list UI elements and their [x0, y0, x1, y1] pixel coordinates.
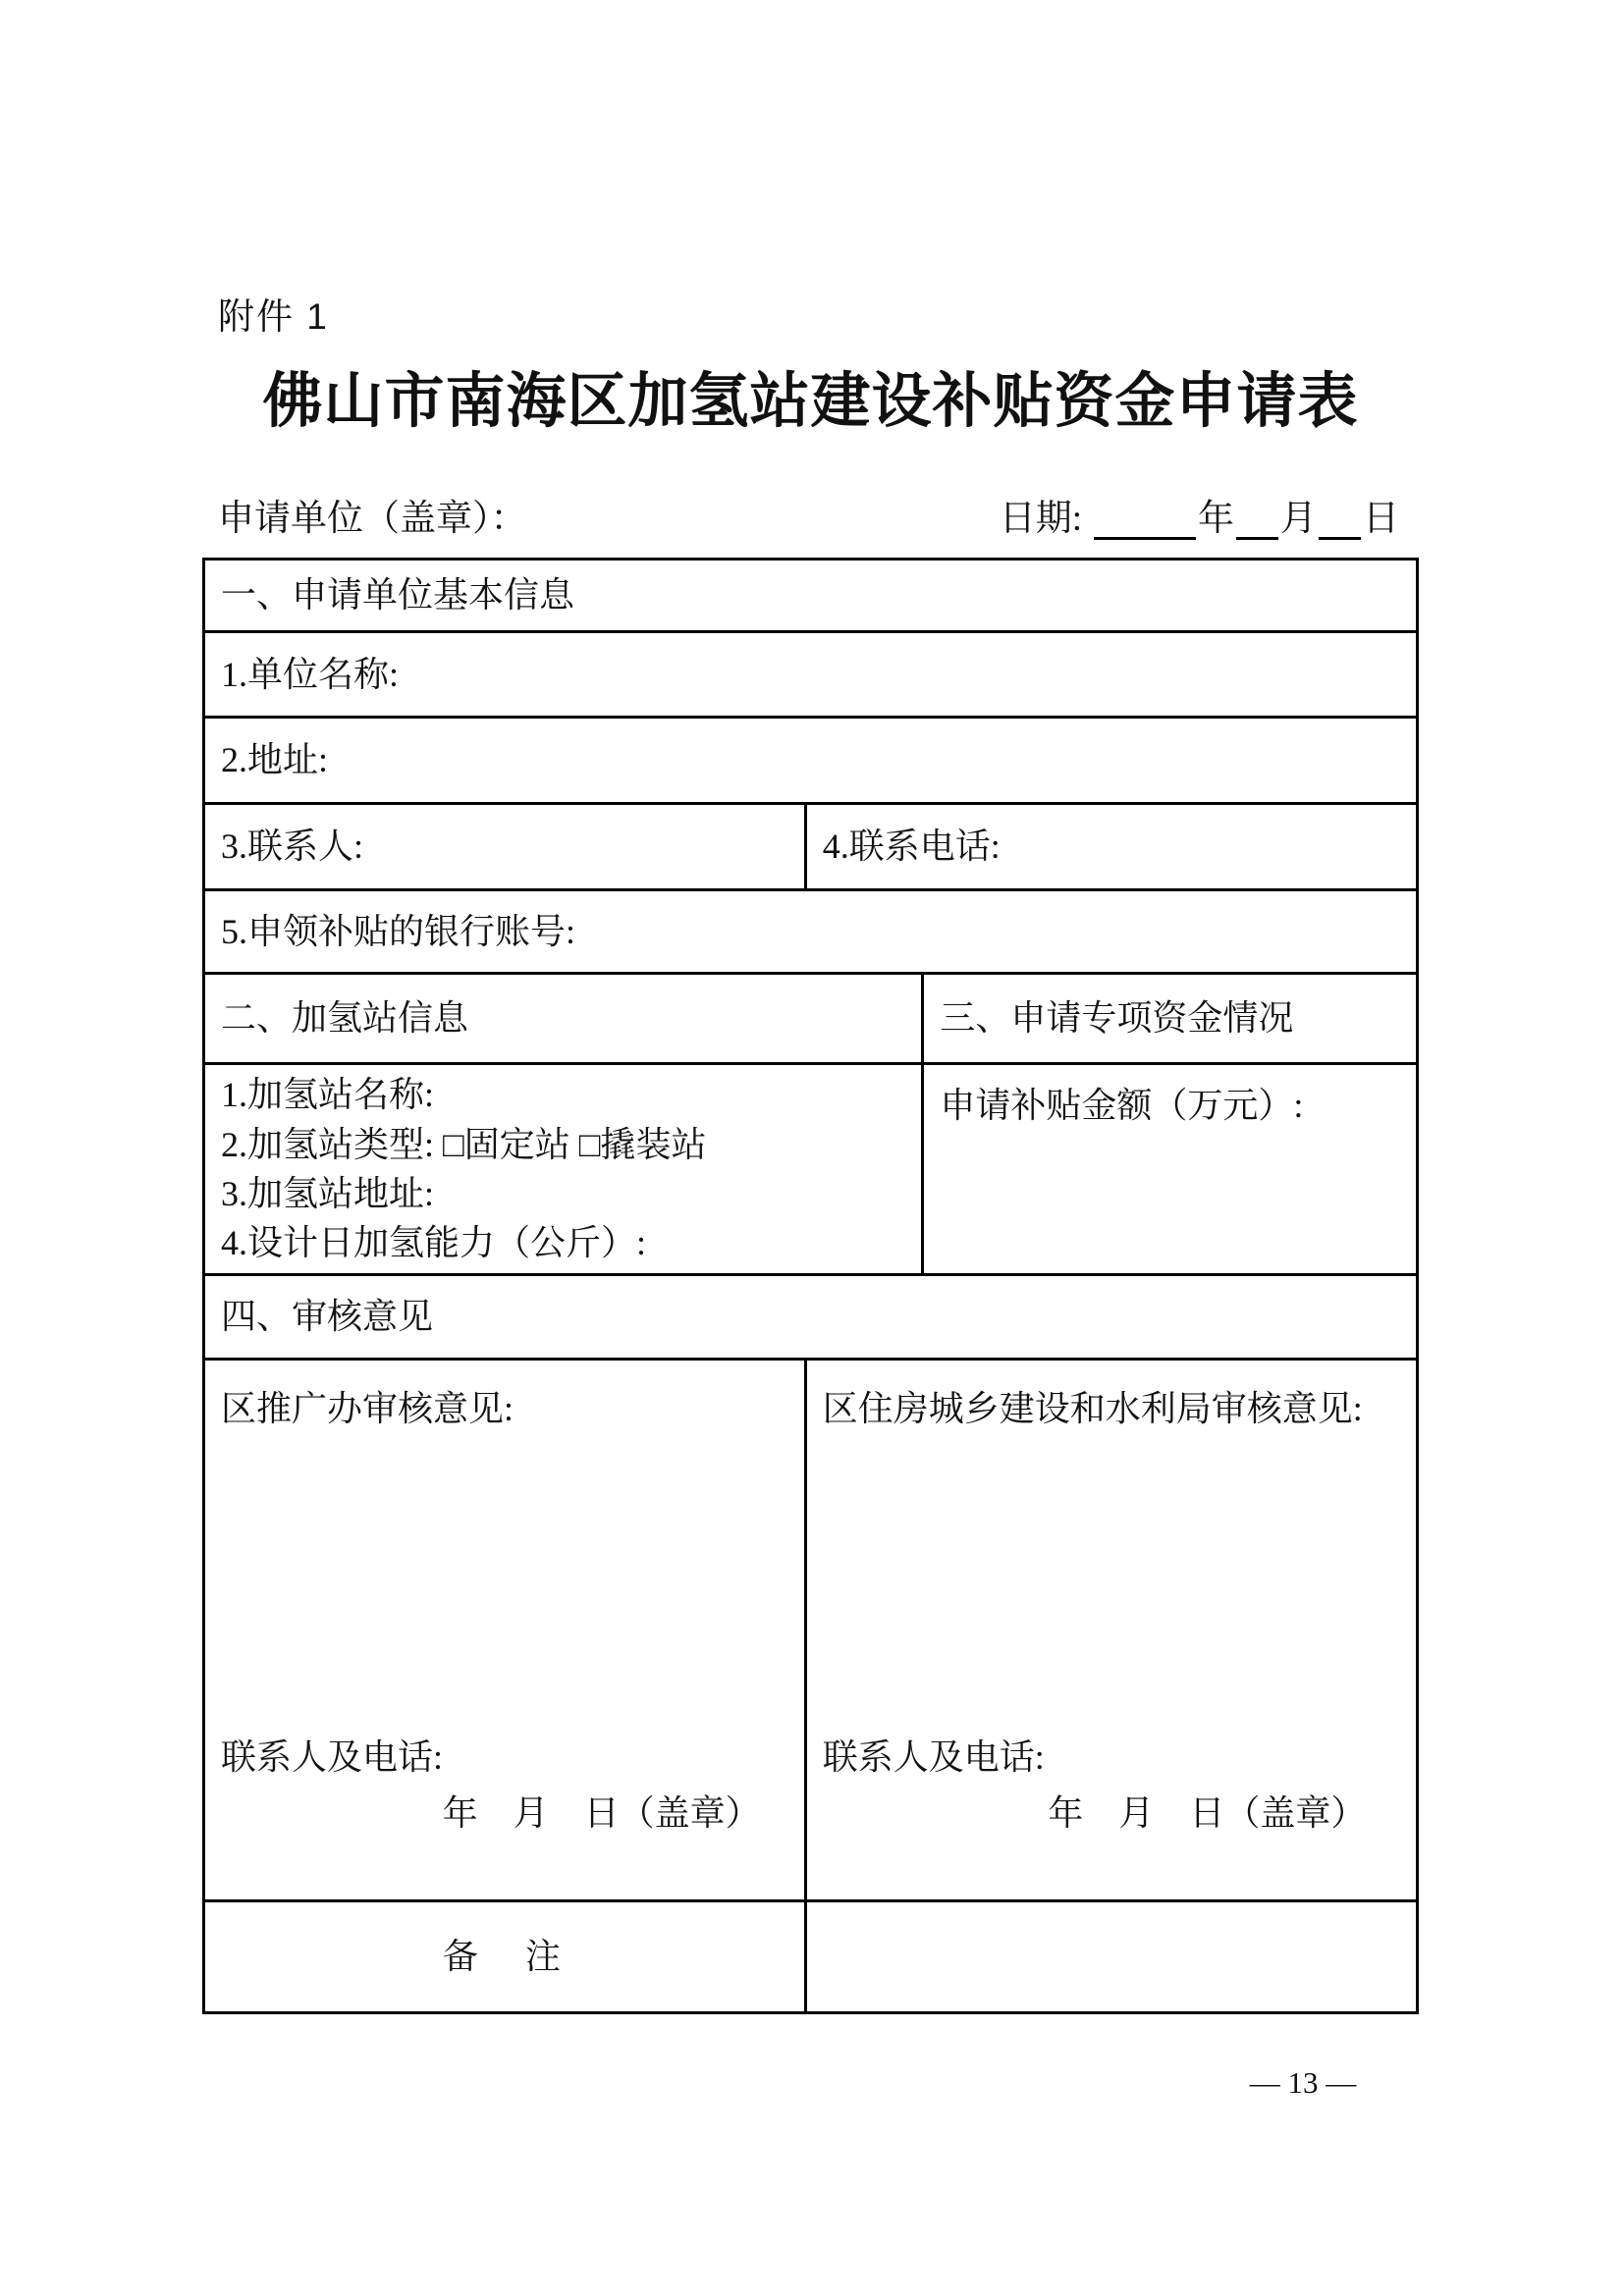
remark-label-cell: 备 注	[205, 1902, 807, 2011]
row-review-opinions	[205, 1361, 1416, 1902]
housing-bureau-review-label: 区住房城乡建设和水利局审核意见:	[822, 1389, 1363, 1428]
section3-header-cell: 三、申请专项资金情况	[940, 998, 1294, 1039]
form-header	[202, 485, 1419, 542]
section2-header-cell: 二、加氢站信息	[205, 975, 924, 1062]
row-address	[205, 719, 1416, 805]
housing-bureau-review-cell	[807, 1361, 1416, 1899]
attachment-label: 附件 1	[218, 296, 329, 337]
promotion-office-review-cell	[205, 1361, 807, 1899]
row-remark	[205, 1902, 1416, 2011]
review-left-spacer	[221, 1432, 804, 1735]
date-prefix: 日期:	[999, 498, 1082, 539]
review-left-seal-date: 年 月 日（盖章）	[442, 1793, 761, 1834]
promotion-office-review-label: 区推广办审核意见:	[221, 1389, 514, 1428]
date-blank-year	[1094, 502, 1196, 540]
bank-account-cell: 5.申领补贴的银行账号:	[221, 911, 576, 951]
row-bank-account	[205, 891, 1416, 975]
station-capacity-line: 4.设计日加氢能力（公斤）:	[221, 1222, 647, 1262]
station-type-line: 2.加氢站类型: □固定站 □撬装站	[221, 1124, 707, 1164]
address-cell: 2.地址:	[221, 740, 329, 780]
unit-name-cell: 1.单位名称:	[221, 654, 400, 694]
date-blank-month	[1236, 502, 1278, 540]
application-form-table	[202, 558, 1419, 2014]
date-month-label: 月	[1280, 498, 1317, 539]
subsidy-amount-cell: 申请补贴金额（万元）:	[940, 1086, 1304, 1125]
date-year-label: 年	[1198, 498, 1234, 539]
contact-cell: 3.联系人:	[205, 805, 807, 888]
phone-cell: 4.联系电话:	[822, 827, 1001, 867]
section1-header-cell: 一、申请单位基本信息	[221, 575, 575, 615]
station-name-line: 1.加氢站名称:	[221, 1075, 435, 1115]
review-right-spacer	[823, 1432, 1416, 1735]
row-station-info	[205, 1065, 1416, 1276]
review-right-seal-date: 年 月 日（盖章）	[1048, 1793, 1367, 1834]
date-day-label: 日	[1363, 498, 1399, 539]
section4-header-cell: 四、审核意见	[221, 1297, 434, 1337]
applicant-seal-label: 申请单位（盖章）：	[218, 498, 527, 539]
document-title: 佛山市南海区加氢站建设补贴资金申请表	[262, 369, 1359, 435]
review-left-contact-label: 联系人及电话:	[221, 1737, 444, 1778]
remark-empty-cell	[807, 1902, 1416, 2011]
row-section1-header	[205, 561, 1416, 633]
page-number: — 13 —	[1249, 2065, 1357, 2100]
row-section2-3-headers	[205, 975, 1416, 1065]
review-right-contact-label: 联系人及电话:	[822, 1737, 1045, 1778]
date-line	[1000, 497, 1399, 542]
station-info-cell	[205, 1065, 924, 1273]
station-address-line: 3.加氢站地址:	[221, 1173, 435, 1213]
row-contact-phone	[205, 805, 1416, 891]
row-section4-header	[205, 1276, 1416, 1361]
date-blank-day	[1319, 502, 1361, 540]
row-unit-name	[205, 633, 1416, 719]
